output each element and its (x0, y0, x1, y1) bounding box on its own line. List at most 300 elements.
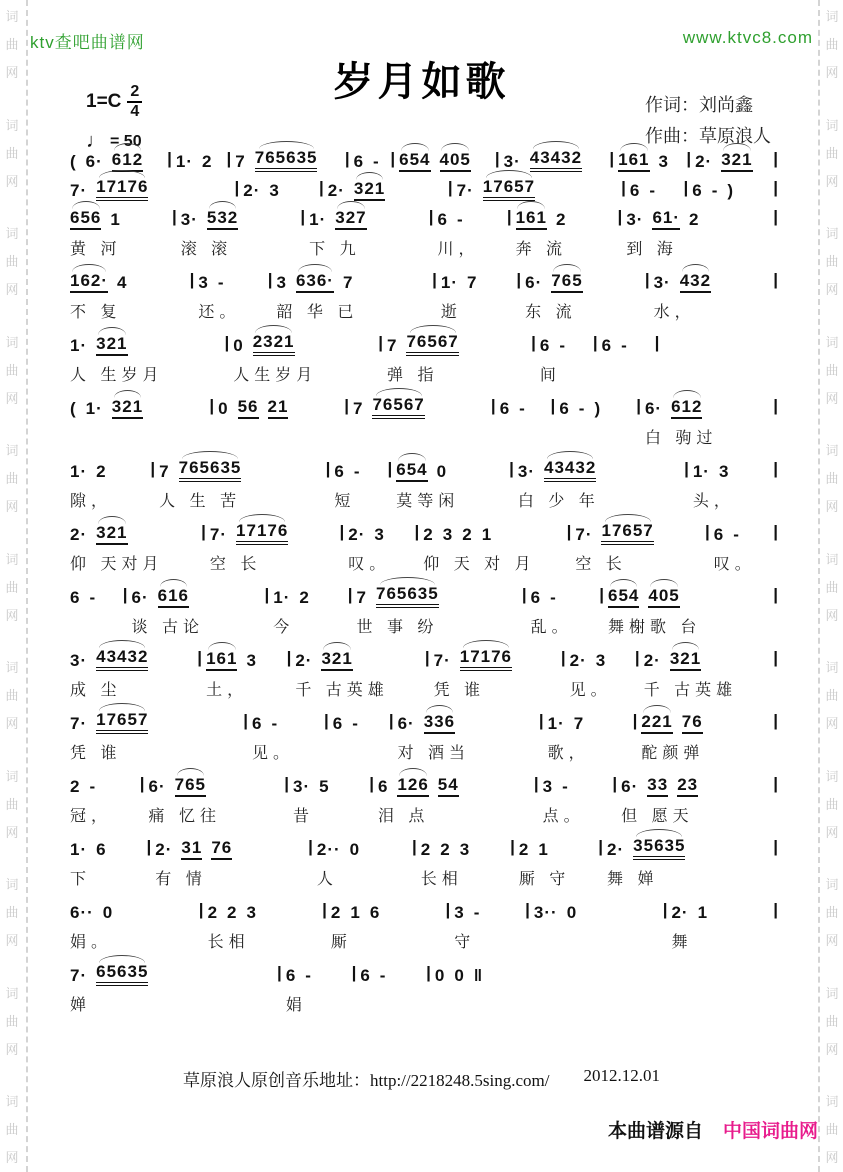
measure (450, 899, 525, 949)
notes-row (354, 148, 387, 172)
barline: | (525, 900, 530, 919)
notes-row (70, 148, 163, 172)
score-system (66, 206, 778, 256)
score-system (66, 458, 778, 508)
lyric-segment: 人生岁月 (233, 367, 318, 384)
lyric-segment: 娟 (285, 997, 307, 1014)
watermark-group: 词 曲 网 (5, 335, 19, 407)
note-token: 161 (516, 208, 547, 230)
barline: | (704, 522, 710, 541)
measure (282, 962, 352, 1012)
barline: | (617, 207, 623, 226)
note-token: 126 (397, 775, 428, 797)
lyric-segment: 奔 流 (515, 241, 568, 258)
notes-row (621, 773, 769, 797)
notes-row (132, 584, 261, 608)
measure (269, 584, 348, 634)
note-token: 56 (238, 397, 259, 419)
barline: | (226, 149, 232, 168)
notes-row (434, 647, 557, 671)
note-token: 3· (626, 210, 644, 229)
score-system (66, 647, 778, 697)
notes-row (70, 395, 205, 419)
note-token: 6 (437, 210, 449, 229)
lyric-segment: 乱。 (530, 619, 573, 636)
watermark-right (822, 6, 842, 1166)
note-token: 6 (692, 181, 703, 200)
note-token: 321 (670, 649, 701, 671)
note-token: 43432 (96, 647, 148, 671)
lyric-segment: 东 流 (525, 304, 577, 321)
lyric-segment: 水， (653, 304, 696, 321)
measure (66, 177, 234, 201)
barline: | (506, 207, 512, 226)
notes-row (421, 836, 506, 860)
measure (566, 647, 635, 697)
measure (329, 710, 389, 760)
note-token: 1· (70, 462, 88, 481)
lyric-segment: 叹。 (348, 556, 391, 573)
lyric-segment (360, 992, 422, 1012)
watermark-group: 词 曲 网 (5, 878, 19, 949)
notes-row (534, 899, 659, 923)
notes-row (286, 962, 348, 986)
measure (640, 647, 774, 697)
note-token: 2 (440, 840, 451, 859)
note-token: 3 (374, 525, 385, 544)
note-token: 327 (335, 208, 366, 230)
note-token: 76567 (372, 395, 424, 419)
notes-row (548, 710, 629, 734)
lyric-segment: 厮 (330, 934, 352, 951)
measure (530, 899, 663, 949)
measure (527, 584, 600, 634)
note-token: 6 (251, 714, 263, 733)
watermark-group: 词 曲 网 (5, 769, 19, 841)
site-url-right[interactable]: www.ktvc8.com (682, 28, 813, 47)
note-token: 6 (332, 714, 344, 733)
measure (327, 899, 446, 949)
note-token: 3· (653, 273, 671, 292)
barline: | (426, 963, 431, 982)
notes-row (454, 899, 521, 923)
note-token: 2 (96, 462, 107, 481)
notes-row (70, 206, 168, 230)
lyric-segment: 千 古英雄 (295, 682, 389, 699)
barline: | (773, 396, 778, 415)
note-token: 7 (573, 714, 585, 733)
notes-row (693, 458, 769, 482)
note-token: 43432 (530, 148, 582, 172)
note-token: 21 (268, 397, 289, 419)
lyric-segment (500, 425, 547, 445)
note-token: 6 (334, 462, 345, 481)
notes-row (695, 148, 769, 172)
lyric-segment (70, 614, 119, 634)
note-token: 336 (424, 712, 455, 734)
notes-row (333, 710, 385, 734)
notes-row (654, 269, 770, 293)
note-token: 1· (440, 273, 459, 292)
lyric-segment: 逝 (440, 304, 462, 321)
note-token: 3 (459, 840, 471, 859)
notes-row (540, 332, 589, 356)
lyric-segment: 千 古英雄 (643, 682, 738, 699)
barline: | (531, 333, 536, 352)
lyric-segment: 厮 守 (518, 871, 571, 888)
measure (571, 521, 705, 571)
note-token: ‖ (473, 966, 484, 985)
watermark-group: 词 曲 网 (5, 986, 19, 1058)
notes-row (252, 710, 320, 734)
barline: | (198, 900, 204, 919)
barline: | (319, 178, 324, 197)
notes-row (518, 458, 680, 482)
notes-row (331, 899, 442, 923)
measure (66, 962, 277, 1012)
note-token: 23 (677, 775, 698, 797)
lyric-segment: 韶 华 已 (276, 304, 359, 321)
barline: | (773, 837, 779, 856)
measure (691, 148, 773, 172)
note-token: - (578, 399, 586, 418)
lyric-segment: 娟。 (70, 934, 113, 951)
note-token: 2· (243, 181, 261, 200)
measure (512, 206, 618, 256)
lyric-segment (602, 362, 651, 382)
lyric-segment: 舞 婵 (607, 871, 659, 888)
notes-row (210, 521, 336, 545)
note-token: - (89, 777, 97, 796)
measure (66, 773, 140, 823)
barline: | (139, 774, 145, 793)
measure (194, 269, 267, 319)
source-site-link[interactable]: 中国词曲网 (723, 1121, 819, 1142)
lyric-segment: 泪 点 (377, 808, 430, 825)
notes-row (348, 521, 410, 545)
barline: | (412, 837, 417, 856)
barline: | (510, 837, 515, 856)
measure (206, 521, 340, 571)
note-token: 17657 (483, 177, 535, 201)
lyric-segment (70, 425, 205, 445)
note-token: 3 (454, 903, 465, 922)
note-token: 6· (131, 588, 149, 607)
barline: | (773, 149, 778, 168)
barline: | (339, 522, 345, 541)
barline: | (566, 522, 572, 541)
author-music-address[interactable]: 草原浪人原创音乐地址：http://2218248.5sing.com/ (183, 1071, 550, 1090)
notes-row (559, 395, 632, 419)
note-token: - (373, 152, 380, 171)
note-token: 2 (462, 525, 473, 544)
score-system (66, 584, 778, 634)
notes-row (70, 458, 146, 482)
lyric-segment: 舞榭歌 台 (607, 619, 702, 636)
notes-row (626, 206, 769, 230)
note-token: 6 (369, 903, 381, 922)
watermark-group: 词 曲 网 (825, 335, 839, 407)
notes-row (570, 647, 631, 671)
note-token: 1· (692, 462, 710, 481)
note-token: 3 (246, 651, 257, 670)
notes-row (644, 647, 770, 671)
note-token: 321 (321, 649, 352, 671)
note-token: - (353, 462, 361, 481)
measure (500, 148, 610, 172)
note-token: 654 (396, 460, 427, 482)
measure (214, 395, 344, 445)
lyric-segment: 人 (316, 871, 338, 888)
barline: | (322, 900, 327, 919)
note-token: 612 (112, 150, 143, 172)
note-token: 6· (148, 777, 166, 796)
note-token: 1 (697, 903, 709, 922)
barline: | (424, 648, 430, 667)
notes-row (608, 584, 769, 608)
note-token: 2·· (316, 840, 341, 859)
note-token: ) (594, 399, 602, 418)
notes-row (645, 395, 769, 419)
note-token: - (550, 588, 557, 607)
barline: | (308, 837, 313, 856)
lyric-segment: 不 复 (70, 304, 122, 321)
measure (617, 773, 773, 823)
note-token: 432 (680, 271, 711, 293)
notes-row (70, 647, 193, 671)
lyric-segment: 婵 (70, 997, 92, 1014)
notes-row (525, 269, 641, 293)
measure (395, 148, 495, 172)
notes-row (396, 458, 505, 482)
note-token: 17176 (96, 177, 148, 201)
watermark-group: 词 曲 网 (825, 227, 839, 298)
measure (66, 647, 197, 697)
notes-row (398, 710, 535, 734)
measure (637, 710, 773, 760)
lyric-segment: 莫等闲 (396, 493, 460, 510)
note-token: 321 (721, 150, 752, 172)
lyric-segment: 滚 滚 (180, 241, 233, 258)
measure (521, 269, 645, 319)
note-token: 7· (209, 525, 228, 544)
note-token: 6 (539, 336, 551, 355)
barline: | (773, 178, 778, 197)
notes-row (149, 773, 281, 797)
barline: | (773, 774, 779, 793)
lyric-segment: 人 生岁月 (70, 367, 164, 384)
notes-row (328, 177, 444, 201)
note-token: - (217, 273, 225, 292)
barline: | (344, 396, 349, 415)
score-system (66, 177, 778, 201)
lyric-segment: 黄 河 (70, 241, 122, 258)
lyric-segment: 仰 天对月 (70, 556, 164, 573)
notes-row (198, 269, 263, 293)
watermark-group: 词 曲 网 (5, 227, 19, 298)
score-system (66, 269, 778, 319)
barline: | (445, 900, 451, 919)
note-token: 7 (353, 399, 364, 418)
note-token: 17176 (460, 647, 512, 671)
barline: | (378, 333, 383, 352)
note-token: ) (727, 181, 735, 200)
measure (688, 177, 773, 201)
watermark-group: 词 曲 网 (5, 1095, 19, 1166)
key-tempo-block (86, 84, 142, 153)
measure (374, 773, 534, 823)
measure (272, 269, 432, 319)
note-token: 654 (608, 586, 639, 608)
note-token: 1· (309, 210, 327, 229)
note-token: 2· (327, 181, 345, 200)
note-token: 6 (70, 588, 81, 607)
note-token: 2· (671, 903, 689, 922)
site-name-left[interactable]: ktv查吧曲谱网 (30, 33, 145, 52)
note-token: 616 (158, 586, 189, 608)
lyric-segment: 对 酒当 (397, 745, 471, 762)
watermark-group: 词 曲 网 (825, 444, 839, 515)
barline: | (773, 207, 779, 226)
barline: | (560, 648, 566, 667)
barline: | (390, 149, 396, 168)
note-token: 17657 (96, 710, 148, 734)
lyric-segment: 下 九 (309, 241, 361, 258)
barline: | (538, 711, 544, 730)
notes-row (70, 332, 220, 356)
note-token: 765635 (179, 458, 242, 482)
measure (430, 647, 561, 697)
notes-row (155, 836, 304, 860)
key-signature: 1=C (86, 91, 122, 112)
barline: | (224, 333, 230, 352)
footer-address-row (0, 1066, 843, 1091)
score-system (66, 332, 659, 382)
note-token: 3· (70, 651, 88, 670)
measure (650, 269, 774, 319)
measure (155, 458, 325, 508)
watermark-group: 词 曲 网 (825, 769, 839, 841)
measure (231, 148, 345, 172)
barline: | (243, 711, 248, 730)
note-token: 1 (350, 903, 361, 922)
note-token: 654 (399, 150, 430, 172)
measure (356, 962, 426, 1012)
note-token: 2 (689, 210, 700, 229)
barline: | (598, 837, 604, 856)
notes-row (438, 206, 503, 230)
note-token: 6· (644, 399, 663, 418)
notes-row (70, 177, 230, 201)
notes-row (714, 521, 770, 545)
barline: | (599, 585, 604, 604)
score-system (66, 148, 778, 172)
lyric-segment: 仰 天 对 月 (423, 556, 536, 573)
note-token: - (89, 588, 97, 607)
measure (202, 647, 287, 697)
note-token: 65635 (96, 962, 148, 986)
measure (431, 962, 541, 1012)
measure (289, 773, 369, 823)
note-token: 7 (159, 462, 170, 481)
measure (305, 206, 429, 256)
barline: | (636, 396, 641, 415)
notes-row (531, 584, 596, 608)
note-token: 3 (246, 903, 257, 922)
note-token: 3· (180, 210, 198, 229)
measure (353, 584, 522, 634)
lyric-segment: 长相 (420, 871, 463, 888)
notes-row (516, 206, 614, 230)
lyric-segment: 头， (692, 493, 735, 510)
barline: | (189, 270, 195, 289)
barline: | (369, 774, 374, 793)
measure (536, 332, 593, 382)
note-token: 1 (110, 210, 121, 229)
notes-row (607, 836, 769, 860)
watermark-group: 词 曲 网 (5, 552, 19, 624)
note-token: 1 (538, 840, 549, 859)
lyric-segment: 空 长 (575, 556, 627, 573)
lyric-segment: 白 少 年 (517, 493, 600, 510)
notes-row (235, 148, 341, 172)
note-token: 765 (551, 271, 582, 293)
barline: | (773, 585, 779, 604)
measure (128, 584, 265, 634)
barline: | (686, 149, 692, 168)
barline: | (684, 459, 689, 478)
notes-row (378, 773, 530, 797)
barline: | (122, 585, 128, 604)
note-token: 1· (85, 399, 103, 418)
note-token: - (379, 966, 387, 985)
barline: | (494, 149, 500, 168)
measure (667, 899, 773, 949)
note-token: 17176 (236, 521, 288, 545)
note-token: 1· (273, 588, 291, 607)
note-token: 6 (559, 399, 570, 418)
notes-row (70, 710, 239, 734)
note-token: 2 (227, 903, 238, 922)
notes-row (543, 773, 609, 797)
note-token: ( (70, 152, 77, 171)
right-dashed-border (818, 0, 820, 1172)
barline: | (267, 270, 273, 289)
barline: | (609, 149, 615, 168)
note-token: 2 (555, 210, 567, 229)
lyric-segment: 酡颜弹 (641, 745, 705, 762)
measure (496, 395, 551, 445)
lyric-segment: 世 事 纷 (356, 619, 439, 636)
barline: | (773, 459, 778, 478)
notes-row (671, 899, 769, 923)
note-token: 2· (607, 840, 625, 859)
note-token: 2· (569, 651, 587, 670)
lyric-segment: 冠， (70, 808, 113, 825)
lyric-segment: 谈 古论 (131, 619, 204, 636)
note-token: 0 (102, 903, 114, 922)
notes-row (208, 899, 319, 923)
note-token: 1· (70, 336, 88, 355)
score-system (66, 521, 778, 571)
lyric-segment: 弹 指 (387, 367, 439, 384)
note-token: 7· (70, 966, 88, 985)
note-token: 321 (354, 179, 385, 201)
barline: | (521, 585, 527, 604)
notes-row (70, 962, 273, 986)
lyric-segment: 短 (334, 493, 356, 510)
notes-row (387, 332, 527, 356)
